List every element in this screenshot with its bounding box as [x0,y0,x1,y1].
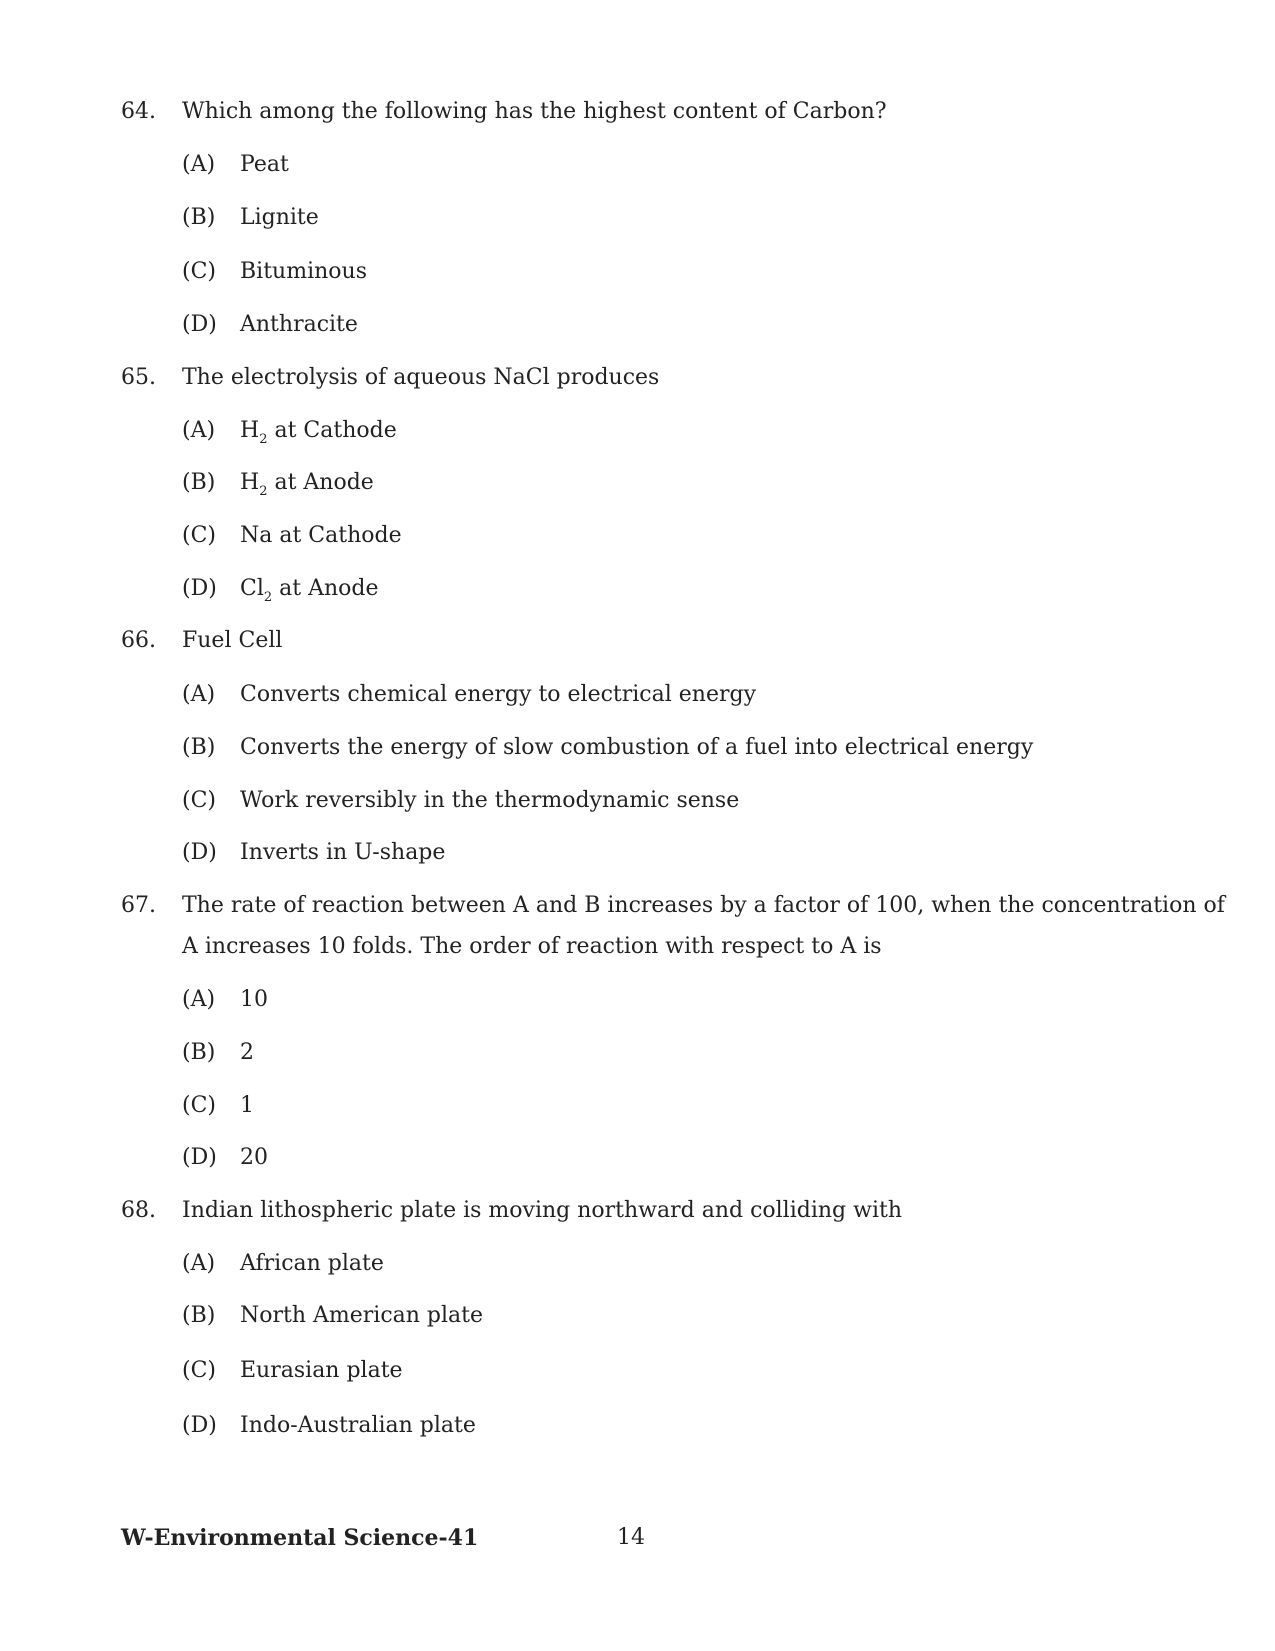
question-text-line-1: The rate of reaction between A and B increases by a factor of 100, when the concentration of [182,893,1225,918]
option-letter: (B) [182,205,216,230]
option-letter: (A) [182,418,216,443]
option-c [0,1093,1275,1119]
option-text: Bituminous [240,259,367,284]
option-text: Work reversibly in the thermodynamic sense [240,788,740,813]
footer-page-number: 14 [617,1525,645,1550]
option-text: Converts the energy of slow combustion of a fuel into electrical energy [240,735,1034,760]
option-text: Lignite [240,205,319,230]
option-text: Eurasian plate [240,1358,403,1383]
option-text: 20 [240,1145,268,1170]
option-letter: (C) [182,523,216,548]
option-letter: (D) [182,576,217,601]
option-text: 1 [240,1093,254,1118]
question-text: The electrolysis of aqueous NaCl produces [182,365,660,390]
question-number: 64. [121,99,156,124]
formula-symbol: H [240,418,260,443]
option-b [0,1303,1275,1329]
question-text: Which among the following has the highest content of Carbon? [182,99,887,124]
option-text: Converts chemical energy to electrical energy [240,682,757,707]
question-number: 66. [121,628,156,653]
option-text: North American plate [240,1303,484,1328]
option-a [0,418,1275,447]
formula-subscript: 2 [259,432,268,447]
option-c [0,1358,1275,1384]
option-a [0,1251,1275,1277]
option-letter: (A) [182,682,216,707]
formula-symbol: Cl [240,576,264,601]
option-letter: (A) [182,152,216,177]
option-text: Anthracite [240,312,358,337]
option-text [240,418,397,447]
option-text: Inverts in U-shape [240,840,446,865]
option-letter: (C) [182,1358,216,1383]
formula-symbol: H [240,470,260,495]
option-d [0,1145,1275,1171]
question-number: 67. [121,893,156,918]
option-a [0,987,1275,1013]
option-b [0,735,1275,761]
formula-subscript: 2 [263,590,273,605]
option-text: Na at Cathode [240,523,402,548]
option-c [0,788,1275,814]
option-c [0,523,1275,549]
option-text: Indo-Australian plate [240,1413,476,1438]
option-text [240,576,379,605]
option-letter: (A) [182,1251,216,1276]
option-letter: (C) [182,1093,216,1118]
question-text: Indian lithospheric plate is moving northward and colliding with [182,1198,902,1223]
question-text-line-2: A increases 10 folds. The order of reaction with respect to A is [182,934,882,959]
option-b [0,470,1275,499]
option-c [0,259,1275,285]
option-letter: (B) [182,470,216,495]
question-number: 65. [121,365,156,390]
option-text [240,470,374,499]
formula-rest: at Anode [267,470,374,495]
option-d [0,312,1275,338]
option-letter: (C) [182,259,216,284]
formula-rest: at Cathode [267,418,397,443]
option-text: 2 [240,1040,254,1065]
option-d [0,1413,1275,1439]
option-a [0,152,1275,178]
option-b [0,1040,1275,1066]
option-letter: (D) [182,312,217,337]
option-text: Peat [240,152,289,177]
option-letter: (A) [182,987,216,1012]
option-letter: (B) [182,1040,216,1065]
option-letter: (B) [182,1303,216,1328]
formula-subscript: 2 [259,484,268,499]
formula-rest: at Anode [272,576,379,601]
option-letter: (D) [182,1413,217,1438]
option-letter: (C) [182,788,216,813]
question-text: Fuel Cell [182,628,283,653]
question-number: 68. [121,1198,156,1223]
option-d [0,840,1275,866]
option-text: African plate [240,1251,384,1276]
footer-paper-title: W-Environmental Science-41 [121,1525,479,1551]
option-letter: (D) [182,840,217,865]
option-letter: (D) [182,1145,217,1170]
option-text: 10 [240,987,268,1012]
option-a [0,682,1275,708]
option-d [0,576,1275,605]
option-letter: (B) [182,735,216,760]
option-b [0,205,1275,231]
